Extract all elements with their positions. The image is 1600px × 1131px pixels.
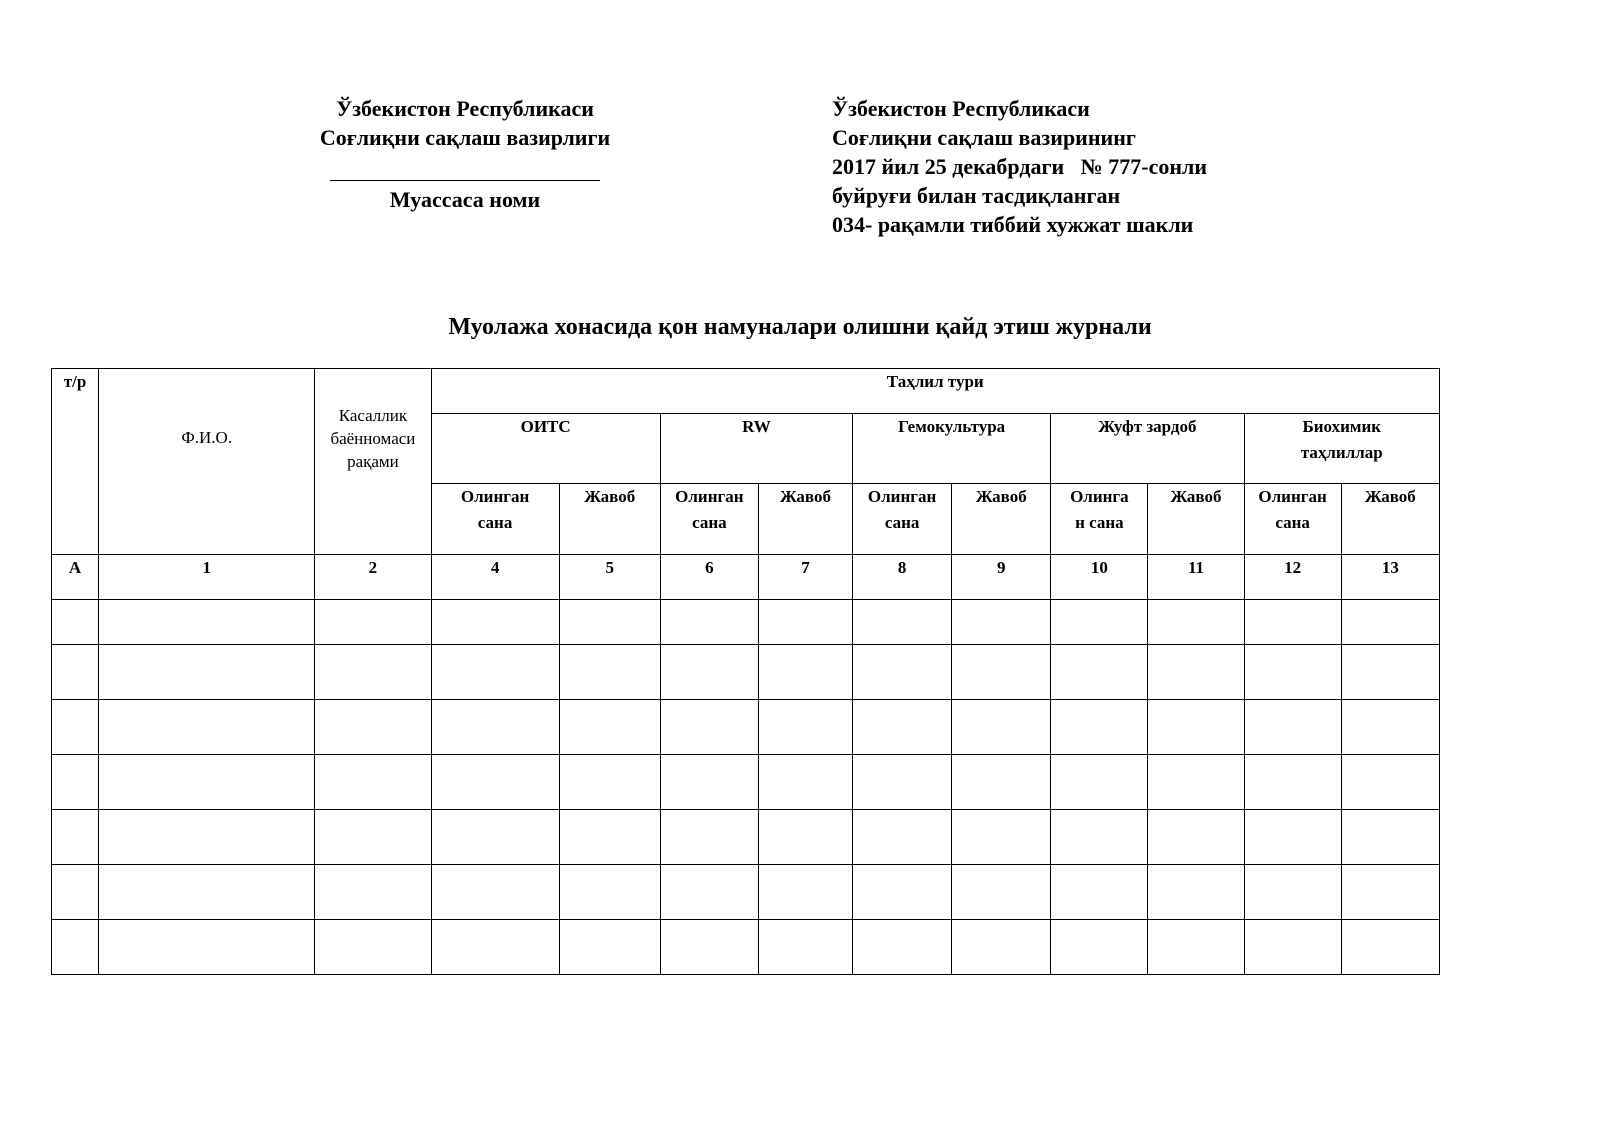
table-row xyxy=(52,810,1440,865)
table-cell[interactable] xyxy=(431,600,559,645)
table-cell[interactable] xyxy=(1341,865,1439,920)
column-number: 13 xyxy=(1341,555,1439,600)
table-cell[interactable] xyxy=(431,865,559,920)
table-cell[interactable] xyxy=(758,810,852,865)
table-cell[interactable] xyxy=(99,700,315,755)
table-cell[interactable] xyxy=(952,865,1051,920)
table-cell[interactable] xyxy=(952,810,1051,865)
header-case-number: Касаллик баённомаси рақами xyxy=(315,369,431,555)
header-analysis-type: Таҳлил тури xyxy=(431,369,1440,414)
table-cell[interactable] xyxy=(853,645,952,700)
table-cell[interactable] xyxy=(1051,755,1148,810)
table-cell[interactable] xyxy=(559,700,660,755)
table-cell[interactable] xyxy=(952,600,1051,645)
table-cell[interactable] xyxy=(1341,810,1439,865)
table-cell[interactable] xyxy=(315,645,431,700)
table-cell[interactable] xyxy=(99,920,315,975)
table-cell[interactable] xyxy=(52,755,99,810)
table-cell[interactable] xyxy=(315,810,431,865)
table-cell[interactable] xyxy=(431,920,559,975)
header-right xyxy=(832,94,1392,239)
table-cell[interactable] xyxy=(315,920,431,975)
approval-line-3: 2017 йил 25 декабрдаги № 777-сонли xyxy=(832,154,1208,179)
table-cell[interactable] xyxy=(660,920,758,975)
table-cell[interactable] xyxy=(99,810,315,865)
sub-taken-date: Олинган сана xyxy=(853,484,952,555)
table-cell[interactable] xyxy=(1051,810,1148,865)
institution-name-line[interactable] xyxy=(330,152,600,181)
journal-title: Муолажа хонасида қон намуналари олишни қайд этиш журнали xyxy=(448,314,1152,340)
column-number-row xyxy=(52,555,1440,600)
approval-line-1: Ўзбекистон Республикаси xyxy=(832,96,1090,121)
table-cell[interactable] xyxy=(1244,920,1341,975)
ministry-name: Соғлиқни сақлаш вазирлиги xyxy=(319,125,611,150)
approval-line-5: 034- рақамли тиббий хужжат шакли xyxy=(832,212,1194,237)
group-aids: ОИТС xyxy=(431,414,660,484)
table-row xyxy=(52,645,1440,700)
table-cell[interactable] xyxy=(1244,810,1341,865)
table-cell[interactable] xyxy=(952,920,1051,975)
table-cell[interactable] xyxy=(99,755,315,810)
table-cell[interactable] xyxy=(758,600,852,645)
table-row xyxy=(52,600,1440,645)
table-cell[interactable] xyxy=(853,755,952,810)
table-cell[interactable] xyxy=(52,645,99,700)
header-tr: т/р xyxy=(52,369,99,555)
table-cell[interactable] xyxy=(431,755,559,810)
header-row-1 xyxy=(52,369,1440,414)
table-cell[interactable] xyxy=(1341,645,1439,700)
table-row xyxy=(52,700,1440,755)
sub-taken-date: Олинган сана xyxy=(660,484,758,555)
table-cell[interactable] xyxy=(853,600,952,645)
table-cell[interactable] xyxy=(853,920,952,975)
table-cell[interactable] xyxy=(315,600,431,645)
table-cell[interactable] xyxy=(1051,700,1148,755)
institution-label: Муассаса номи xyxy=(389,187,541,212)
table-cell[interactable] xyxy=(952,700,1051,755)
table-cell[interactable] xyxy=(1148,755,1244,810)
table-cell[interactable] xyxy=(758,700,852,755)
table-cell[interactable] xyxy=(52,600,99,645)
table-cell[interactable] xyxy=(1148,700,1244,755)
table-cell[interactable] xyxy=(1244,865,1341,920)
table-cell[interactable] xyxy=(315,700,431,755)
table-cell[interactable] xyxy=(52,865,99,920)
column-number: А xyxy=(52,555,99,600)
column-number: 9 xyxy=(952,555,1051,600)
column-number: 12 xyxy=(1244,555,1341,600)
table-cell[interactable] xyxy=(1051,865,1148,920)
table-cell[interactable] xyxy=(559,920,660,975)
table-cell[interactable] xyxy=(1341,920,1439,975)
sub-answer: Жавоб xyxy=(1341,484,1439,555)
table-row xyxy=(52,755,1440,810)
table-cell[interactable] xyxy=(559,865,660,920)
table-cell[interactable] xyxy=(660,600,758,645)
sub-taken-date: Олинга н сана xyxy=(1051,484,1148,555)
table-cell[interactable] xyxy=(1051,600,1148,645)
table-cell[interactable] xyxy=(1148,810,1244,865)
table-cell[interactable] xyxy=(660,755,758,810)
column-number: 7 xyxy=(758,555,852,600)
table-cell[interactable] xyxy=(1148,645,1244,700)
table-cell[interactable] xyxy=(1244,600,1341,645)
table-cell[interactable] xyxy=(99,600,315,645)
approval-line-2: Соғлиқни сақлаш вазирининг xyxy=(832,125,1136,150)
table-cell[interactable] xyxy=(660,700,758,755)
table-cell[interactable] xyxy=(315,755,431,810)
table-cell[interactable] xyxy=(1244,645,1341,700)
table-cell[interactable] xyxy=(758,755,852,810)
table-cell[interactable] xyxy=(952,755,1051,810)
table-cell[interactable] xyxy=(1341,700,1439,755)
table-cell[interactable] xyxy=(99,645,315,700)
table-cell[interactable] xyxy=(1341,755,1439,810)
sub-taken-date: Олинган сана xyxy=(431,484,559,555)
table-row xyxy=(52,865,1440,920)
table-cell[interactable] xyxy=(52,700,99,755)
column-number: 2 xyxy=(315,555,431,600)
column-number: 1 xyxy=(99,555,315,600)
table-cell[interactable] xyxy=(758,645,852,700)
column-number: 6 xyxy=(660,555,758,600)
table-cell[interactable] xyxy=(431,700,559,755)
table-cell[interactable] xyxy=(853,810,952,865)
table-cell[interactable] xyxy=(315,865,431,920)
sub-answer: Жавоб xyxy=(1148,484,1244,555)
table-cell[interactable] xyxy=(1148,865,1244,920)
table-cell[interactable] xyxy=(952,645,1051,700)
table-cell[interactable] xyxy=(559,755,660,810)
header-fio: Ф.И.О. xyxy=(99,369,315,555)
table-cell[interactable] xyxy=(431,810,559,865)
table-cell[interactable] xyxy=(431,645,559,700)
country-name: Ўзбекистон Республикаси xyxy=(336,96,594,121)
table-cell[interactable] xyxy=(853,700,952,755)
journal-table xyxy=(51,368,1440,975)
column-number: 10 xyxy=(1051,555,1148,600)
table-cell[interactable] xyxy=(559,810,660,865)
table-cell[interactable] xyxy=(1148,920,1244,975)
approval-line-4: буйруғи билан тасдиқланган xyxy=(832,183,1121,208)
sub-answer: Жавоб xyxy=(559,484,660,555)
table-cell[interactable] xyxy=(1051,645,1148,700)
table-cell[interactable] xyxy=(660,810,758,865)
table-cell[interactable] xyxy=(1341,600,1439,645)
sub-answer: Жавоб xyxy=(758,484,852,555)
table-cell[interactable] xyxy=(52,920,99,975)
group-rw: RW xyxy=(660,414,852,484)
table-cell[interactable] xyxy=(559,600,660,645)
table-cell[interactable] xyxy=(758,920,852,975)
column-number: 5 xyxy=(559,555,660,600)
group-biochemical: Биохимик таҳлиллар xyxy=(1244,414,1439,484)
table-cell[interactable] xyxy=(1148,600,1244,645)
table-cell[interactable] xyxy=(660,865,758,920)
table-cell[interactable] xyxy=(52,810,99,865)
table-cell[interactable] xyxy=(853,865,952,920)
table-cell[interactable] xyxy=(1244,755,1341,810)
column-number: 8 xyxy=(853,555,952,600)
column-number: 11 xyxy=(1148,555,1244,600)
group-hemoculture: Гемокультура xyxy=(853,414,1051,484)
column-number: 4 xyxy=(431,555,559,600)
header-left xyxy=(280,94,650,214)
table-cell[interactable] xyxy=(660,645,758,700)
table-cell[interactable] xyxy=(758,865,852,920)
table-cell[interactable] xyxy=(1244,700,1341,755)
sub-taken-date: Олинган сана xyxy=(1244,484,1341,555)
table-cell[interactable] xyxy=(1051,920,1148,975)
group-paired-serum: Жуфт зардоб xyxy=(1051,414,1244,484)
table-row xyxy=(52,920,1440,975)
sub-answer: Жавоб xyxy=(952,484,1051,555)
table-cell[interactable] xyxy=(559,645,660,700)
table-cell[interactable] xyxy=(99,865,315,920)
